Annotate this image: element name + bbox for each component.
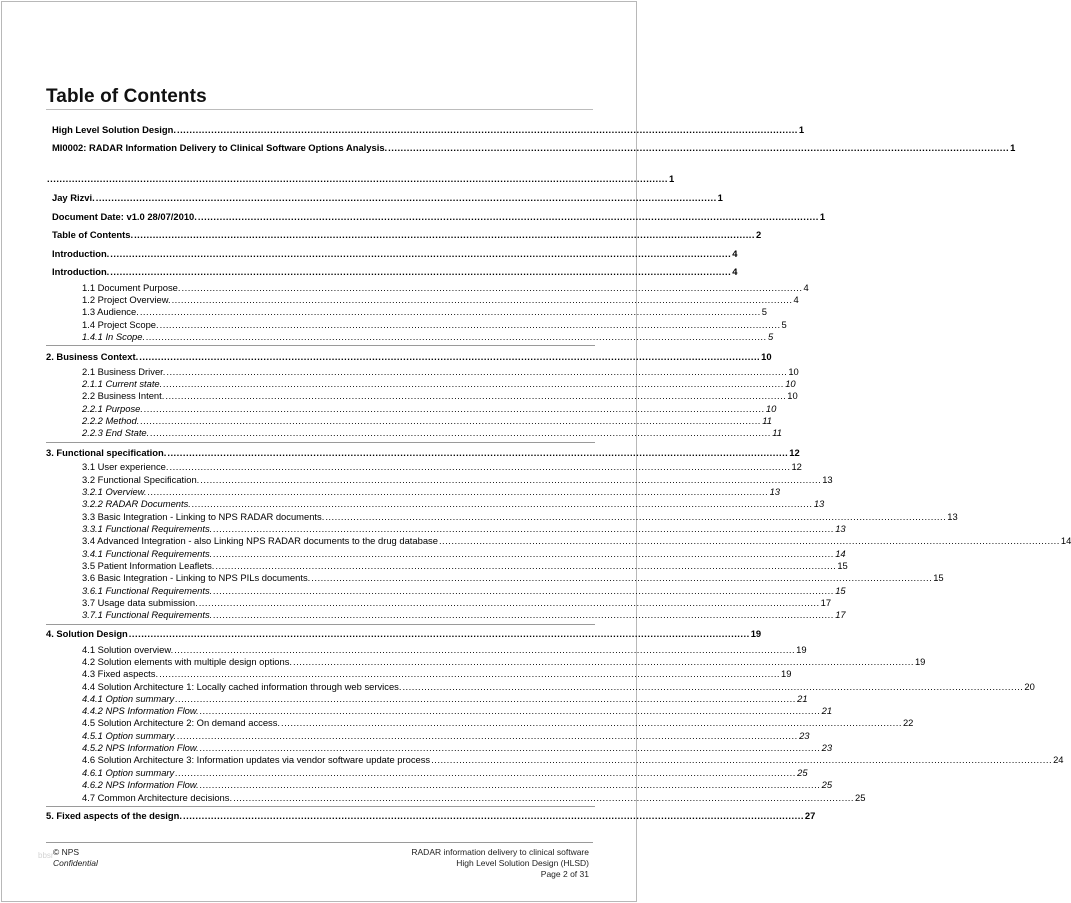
toc-entry-page: 21 [797,693,808,704]
toc-leader: ........................................................................................................................................................................................................ [110,266,732,277]
toc-entry[interactable] [52,142,1016,153]
toc-entry-page: 25 [797,767,808,778]
section-divider [46,345,595,346]
toc-entry[interactable] [46,447,800,458]
toc-entry-label: 3.6 Basic Integration - Linking to NPS PILs documents. [82,572,311,583]
toc-entry-label: 4.4.1 Option summary [82,693,175,704]
toc-entry-page: 14 [1060,535,1071,546]
toc-entry-page: 23 [821,742,833,753]
toc-leader: ........................................................................................................................................................................................................ [169,461,791,472]
toc-leader: ........................................................................................................................................................................................................ [199,742,821,753]
toc-leader: ........................................................................................................................................................................................................ [213,585,835,596]
toc-entry-label: 3.4.1 Functional Requirements. [82,548,213,559]
toc-entry[interactable] [82,282,809,293]
toc-leader: ........................................................................................................................................................................................................ [159,668,781,679]
toc-entry[interactable] [52,248,738,259]
toc-entry-label: 2.2.3 End State. [82,427,150,438]
toc-leader: ........................................................................................................................................................................................................ [177,730,799,741]
toc-entry-label: 1.3 Audience. [82,306,139,317]
toc-entry[interactable] [82,730,810,741]
toc-entry[interactable] [46,810,816,821]
toc-entry[interactable] [46,628,762,639]
toc-entry-page: 22 [902,717,914,728]
toc-entry[interactable] [82,644,807,655]
toc-entry-label: 4.6 Solution Architecture 3: Information updates via vendor software update process [82,754,431,765]
footer-right [411,847,589,880]
toc-entry-page: 15 [837,560,848,571]
toc-entry-label: 4.5 Solution Architecture 2: On demand access. [82,717,281,728]
toc-leader: ........................................................................................................................................................................................................ [128,628,750,639]
toc-leader: ........................................................................................................................................................................................................ [213,548,835,559]
toc-entry-label: 3.6.1 Functional Requirements. [82,585,213,596]
toc-entry[interactable] [82,572,944,583]
footer-doc-subtitle: High Level Solution Design (HLSD) [456,858,589,868]
footer-page-number: Page 2 of 31 [540,869,589,879]
toc-entry-page: 23 [799,730,810,741]
toc-leader: ........................................................................................................................................................................................................ [134,229,756,240]
toc-entry[interactable] [52,229,762,240]
toc-entry[interactable] [82,486,780,497]
toc-entry[interactable] [82,331,774,342]
section-divider [46,806,595,807]
toc-entry[interactable] [82,474,833,485]
toc-entry-page: 20 [1024,681,1035,692]
toc-leader: ........................................................................................................................................................................................................ [140,415,762,426]
toc-leader: ........................................................................................................................................................................................................ [143,403,765,414]
toc-entry-page: 13 [947,511,958,522]
toc-entry[interactable] [82,742,833,753]
toc-entry[interactable] [82,294,799,305]
toc-entry-label: 4.5.2 NPS Information Flow. [82,742,199,753]
toc-leader: ........................................................................................................................................................................................................ [402,681,1024,692]
toc-entry-label: Document Date: v1.0 28/07/2010. [52,211,197,222]
toc-entry[interactable] [82,403,777,414]
toc-entry-page: 2 [756,229,762,240]
toc-entry[interactable] [52,211,826,222]
toc-leader: ........................................................................................................................................................................................................ [388,142,1010,153]
toc-entry-page: 12 [791,461,802,472]
toc-entry[interactable] [52,192,723,203]
toc-leader: ........................................................................................................................................................................................................ [199,705,821,716]
toc-leader: ........................................................................................................................................................................................................ [171,294,793,305]
toc-entry-page: 13 [822,474,833,485]
toc-entry-page: 5 [761,306,767,317]
toc-entry-label: 3.1 User experience. [82,461,169,472]
toc-entry-page: 1 [819,211,826,222]
toc-entry-label: 4.6.2 NPS Information Flow. [82,779,199,790]
toc-entry-label: 3.2.1 Overview. [82,486,147,497]
toc-entry-page: 15 [933,572,944,583]
toc-entry-page: 4 [732,248,738,259]
toc-entry-page: 10 [765,403,777,414]
toc-entry[interactable] [82,535,1071,546]
toc-entry-label: 2.2 Business Intent. [82,390,165,401]
toc-leader: ........................................................................................................................................................................................................ [213,523,835,534]
toc-entry-page: 1 [668,173,675,184]
toc-entry-page: 13 [835,523,846,534]
toc-entry-page: 11 [762,415,773,426]
toc-entry[interactable] [82,523,846,534]
toc-entry[interactable] [82,306,767,317]
toc-entry[interactable] [82,767,808,778]
toc-entry[interactable] [46,173,675,184]
toc-leader: ........................................................................................................................................................................................................ [139,351,761,362]
toc-leader: ........................................................................................................................................................................................................ [174,644,796,655]
footer-doc-title: RADAR information delivery to clinical software [411,847,589,857]
toc-entry-label: 1.4.1 In Scope. [82,331,146,342]
toc-leader: ........................................................................................................................................................................................................ [293,656,914,667]
toc-entry-label: 4.1 Solution overview. [82,644,174,655]
footer-left [53,847,98,869]
toc-leader: ........................................................................................................................................................................................................ [281,717,902,728]
toc-leader: ........................................................................................................................................................................................................ [233,792,855,803]
toc-entry-label: 3.7.1 Functional Requirements. [82,609,213,620]
toc-entry-page: 1 [1010,142,1016,153]
toc-leader: ........................................................................................................................................................................................................ [176,124,798,135]
toc-entry[interactable] [82,378,796,389]
toc-leader: ........................................................................................................................................................................................................ [47,173,668,184]
toc-entry-label: 2.1.1 Current state. [82,378,163,389]
toc-leader: ........................................................................................................................................................................................................ [163,378,785,389]
toc-leader: ........................................................................................................................................................................................................ [182,810,804,821]
toc-entry-page: 17 [835,609,846,620]
toc-leader: ........................................................................................................................................................................................................ [95,192,717,203]
toc-entry-page: 27 [804,810,816,821]
toc-entry-label: Jay Rizvi. [52,192,95,203]
toc-entry[interactable] [82,498,825,509]
toc-entry-page: 1 [717,192,723,203]
toc-entry-page: 21 [821,705,833,716]
section-divider [46,624,595,625]
toc-entry-label: 3.3 Basic Integration - Linking to NPS RADAR documents. [82,511,325,522]
toc-entry-page: 12 [789,447,800,458]
toc-leader: ........................................................................................................................................................................................................ [175,693,797,704]
toc-leader: ........................................................................................................................................................................................................ [325,511,947,522]
toc-entry-label: Introduction. [52,248,110,259]
toc-leader: ........................................................................................................................................................................................................ [197,211,819,222]
page-title: Table of Contents [46,86,207,107]
toc-entry-page: 24 [1053,754,1064,765]
toc-leader: ........................................................................................................................................................................................................ [213,609,835,620]
toc-entry-label: Introduction. [52,266,110,277]
toc-entry[interactable] [82,511,958,522]
toc-entry-label: 4.5.1 Option summary. [82,730,177,741]
toc-leader: ........................................................................................................................................................................................................ [150,427,772,438]
toc-leader: ........................................................................................................................................................................................................ [147,486,769,497]
toc-leader: ........................................................................................................................................................................................................ [165,390,787,401]
toc-leader: ........................................................................................................................................................................................................ [191,498,813,509]
toc-entry-label: 3.2.2 RADAR Documents. [82,498,191,509]
toc-entry-label: 3.4 Advanced Integration - also Linking NPS RADAR documents to the drug database [82,535,438,546]
toc-entry[interactable] [82,609,846,620]
toc-entry-label: 1.1 Document Purpose. [82,282,181,293]
toc-entry-label: 3. Functional specification. [46,447,167,458]
toc-entry[interactable] [82,415,773,426]
toc-entry-label: 4.6.1 Option summary [82,767,175,778]
toc-leader: ........................................................................................................................................................................................................ [167,447,789,458]
toc-entry-label: 2.1 Business Driver. [82,366,166,377]
toc-entry-page: 10 [788,366,799,377]
toc-entry-label: 2.2.2 Method. [82,415,140,426]
toc-entry-page: 25 [855,792,866,803]
toc-leader: ........................................................................................................................................................................................................ [199,779,821,790]
toc-entry-label: 1.4 Project Scope. [82,319,159,330]
toc-entry-label: 4.4 Solution Architecture 1: Locally cached information through web services. [82,681,402,692]
toc-leader: ........................................................................................................................................................................................................ [166,366,788,377]
toc-entry[interactable] [82,668,792,679]
toc-entry[interactable] [82,705,833,716]
toc-entry-label: 2.2.1 Purpose. [82,403,143,414]
toc-entry-page: 25 [821,779,833,790]
watermark: bbsr [38,851,54,860]
toc-entry-label: 4.7 Common Architecture decisions. [82,792,233,803]
toc-leader: ........................................................................................................................................................................................................ [438,535,1060,546]
toc-entry-label: 3.2 Functional Specification. [82,474,200,485]
toc-entry-page: 14 [835,548,846,559]
toc-entry[interactable] [82,319,787,330]
toc-entry[interactable] [82,585,846,596]
toc-entry-page: 19 [750,628,762,639]
toc-entry-label: High Level Solution Design. [52,124,176,135]
toc-entry-label: 4.2 Solution elements with multiple design options. [82,656,293,667]
toc-entry[interactable] [82,656,926,667]
toc-entry-page: 5 [768,331,774,342]
toc-entry-page: 15 [835,585,846,596]
toc-entry-page: 11 [772,427,782,438]
footer-copyright: © NPS [53,847,80,857]
toc-entry-label: 3.3.1 Functional Requirements. [82,523,213,534]
toc-leader: ........................................................................................................................................................................................................ [200,474,822,485]
toc-leader: ........................................................................................................................................................................................................ [431,754,1053,765]
toc-entry-page: 10 [761,351,772,362]
toc-entry-label: 5. Fixed aspects of the design. [46,810,182,821]
toc-entry-page: 5 [781,319,787,330]
toc-entry[interactable] [82,754,1064,765]
toc-entry-page: 19 [914,656,926,667]
toc-entry[interactable] [52,124,805,135]
toc-leader: ........................................................................................................................................................................................................ [146,331,768,342]
toc-leader: ........................................................................................................................................................................................................ [110,248,732,259]
toc-leader: ........................................................................................................................................................................................................ [139,306,761,317]
toc-entry-page: 10 [787,390,798,401]
toc-entry[interactable] [82,366,799,377]
toc-entry[interactable] [82,681,1035,692]
section-divider [46,442,595,443]
toc-entry[interactable] [82,779,833,790]
toc-entry[interactable] [82,560,848,571]
toc-leader: ........................................................................................................................................................................................................ [159,319,781,330]
toc-entry[interactable] [82,390,798,401]
toc-entry-page: 4 [732,266,738,277]
toc-entry-page: 13 [813,498,825,509]
toc-leader: ........................................................................................................................................................................................................ [181,282,803,293]
toc-entry-label: 4.3 Fixed aspects. [82,668,159,679]
toc-entry-page: 19 [796,644,807,655]
toc-entry[interactable] [82,717,914,728]
toc-entry-page: 4 [803,282,809,293]
toc-entry-page: 4 [793,294,799,305]
toc-entry[interactable] [46,351,772,362]
toc-entry[interactable] [82,461,802,472]
toc-entry[interactable] [82,427,782,438]
toc-entry-label: 1.2 Project Overview. [82,294,171,305]
toc-entry[interactable] [82,548,846,559]
toc-entry[interactable] [82,792,866,803]
toc-entry-label: 2. Business Context. [46,351,139,362]
toc-entry-page: 17 [820,597,832,608]
toc-entry-label: 4.4.2 NPS Information Flow. [82,705,199,716]
toc-leader: ........................................................................................................................................................................................................ [311,572,933,583]
toc-entry-label: 4. Solution Design [46,628,128,639]
footer-confidential: Confidential [53,858,98,868]
toc-entry-page: 19 [781,668,792,679]
toc-leader: ........................................................................................................................................................................................................ [175,767,797,778]
toc-entry-label: Table of Contents. [52,229,134,240]
footer-divider [46,842,593,843]
toc-entry-page: 10 [785,378,796,389]
toc-entry-label: 3.7 Usage data submission. [82,597,198,608]
toc-leader: ........................................................................................................................................................................................................ [198,597,820,608]
toc-entry-label: 3.5 Patient Information Leaflets. [82,560,215,571]
toc-leader: ........................................................................................................................................................................................................ [215,560,837,571]
toc-entry[interactable] [82,597,832,608]
toc-entry-page: 1 [798,124,805,135]
toc-entry[interactable] [82,693,808,704]
toc-entry-page: 13 [769,486,780,497]
toc-entry[interactable] [52,266,738,277]
toc-entry-label: MI0002: RADAR Information Delivery to Clinical Software Options Analysis. [52,142,388,153]
